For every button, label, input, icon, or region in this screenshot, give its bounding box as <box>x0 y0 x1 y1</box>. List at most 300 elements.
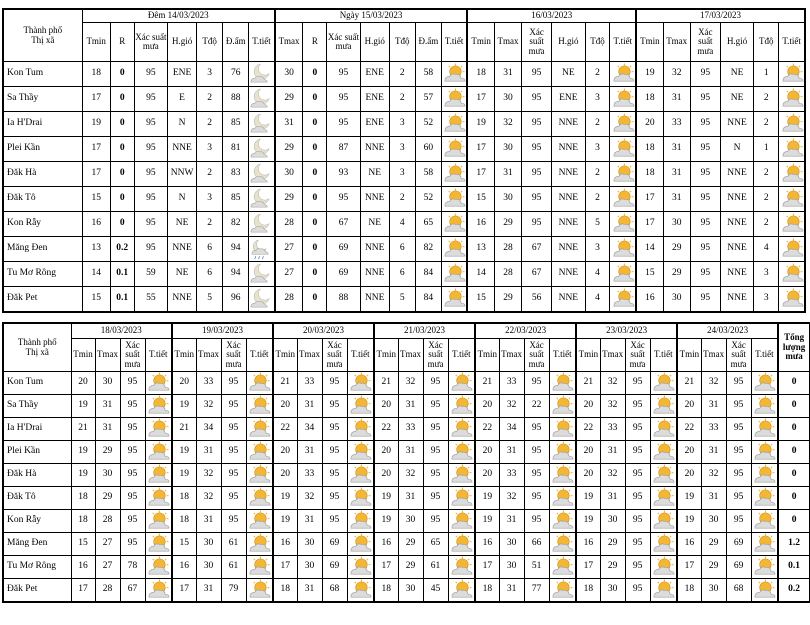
weather-cell <box>751 372 778 395</box>
weather-cell <box>246 556 273 579</box>
data-cell: 19 <box>172 441 196 464</box>
data-cell: 29 <box>275 87 303 112</box>
partly-sunny-icon <box>550 372 574 394</box>
data-cell: 0 <box>303 287 327 313</box>
partly-sunny-icon <box>348 510 372 532</box>
table-row <box>3 579 810 603</box>
data-cell: 0 <box>110 87 134 112</box>
column-header: Tđộ <box>197 23 223 62</box>
data-cell: 30 <box>663 212 690 237</box>
table-row <box>3 187 805 212</box>
data-cell: ENE <box>552 87 585 112</box>
data-cell: 29 <box>95 487 120 510</box>
data-cell: 20 <box>374 464 398 487</box>
data-cell: 0 <box>303 187 327 212</box>
data-cell: 95 <box>134 62 167 87</box>
total-rain-cell: 0 <box>778 441 810 464</box>
data-cell: NE <box>552 62 585 87</box>
data-cell: 17 <box>467 87 494 112</box>
weather-cell <box>347 556 374 579</box>
total-rain-cell: 0 <box>778 372 810 395</box>
data-cell: 19 <box>71 441 95 464</box>
table-row <box>3 262 805 287</box>
data-cell: 0 <box>303 237 327 262</box>
data-cell: 95 <box>221 441 246 464</box>
city-name: Kon Rẫy <box>3 510 71 533</box>
table-row <box>3 464 810 487</box>
data-cell: 0 <box>303 262 327 287</box>
partly-sunny-icon <box>146 441 170 463</box>
data-cell: 18 <box>374 579 398 603</box>
weather-cell <box>650 441 677 464</box>
data-cell: 15 <box>467 287 494 313</box>
data-cell: 33 <box>600 418 625 441</box>
data-cell: 14 <box>467 262 494 287</box>
weather-cell <box>441 187 467 212</box>
column-header: H.gió <box>720 23 753 62</box>
data-cell: 22 <box>677 418 701 441</box>
column-header: H.gió <box>552 23 585 62</box>
data-cell: 17 <box>475 556 499 579</box>
weather-cell <box>650 395 677 418</box>
data-cell: 95 <box>690 87 720 112</box>
data-cell: 27 <box>95 533 120 556</box>
column-header: Xác suất mưa <box>423 339 448 372</box>
city-name: Đăk Hà <box>3 464 71 487</box>
data-cell: 95 <box>690 112 720 137</box>
data-cell: 19 <box>71 464 95 487</box>
data-cell: 60 <box>415 137 441 162</box>
data-cell: 28 <box>494 262 521 287</box>
data-cell: 28 <box>275 287 303 313</box>
weather-cell <box>249 87 275 112</box>
period-header: 16/03/2023 <box>467 9 636 23</box>
column-header: Tmax <box>95 339 120 372</box>
weather-cell <box>249 137 275 162</box>
data-cell: 30 <box>494 87 521 112</box>
data-cell: 17 <box>374 556 398 579</box>
data-cell: 61 <box>221 533 246 556</box>
partly-sunny-icon <box>752 395 776 417</box>
partly-sunny-icon <box>550 441 574 463</box>
column-header: Tđộ <box>754 23 779 62</box>
column-header: Xác suất mưa <box>327 23 360 62</box>
weather-cell <box>246 533 273 556</box>
data-cell: 4 <box>754 237 779 262</box>
data-cell: 29 <box>663 237 690 262</box>
weather-cell <box>650 510 677 533</box>
weather-cell <box>779 262 805 287</box>
data-cell: 2 <box>389 87 415 112</box>
weather-cell <box>246 418 273 441</box>
data-cell: 69 <box>322 533 347 556</box>
partly-sunny-icon <box>611 263 635 285</box>
data-cell: 32 <box>499 487 524 510</box>
data-cell: 5 <box>197 287 223 313</box>
weather-cell <box>779 87 805 112</box>
data-cell: 3 <box>389 162 415 187</box>
partly-sunny-icon <box>611 288 635 310</box>
data-cell: 19 <box>677 510 701 533</box>
data-cell: 29 <box>701 533 726 556</box>
data-cell: 31 <box>297 579 322 603</box>
data-cell: 95 <box>690 262 720 287</box>
data-cell: 28 <box>95 579 120 603</box>
partly-sunny-icon <box>611 238 635 260</box>
total-rain-cell: 0 <box>778 395 810 418</box>
column-header: Tmin <box>475 339 499 372</box>
partly-sunny-icon <box>752 579 776 601</box>
data-cell: 95 <box>134 162 167 187</box>
data-cell: 95 <box>423 441 448 464</box>
data-cell: ENE <box>360 62 389 87</box>
data-cell: NNE <box>720 212 753 237</box>
data-cell: 0 <box>110 62 134 87</box>
date-header: 23/03/2023 <box>576 323 677 339</box>
data-cell: 5 <box>389 287 415 313</box>
partly-sunny-icon <box>780 138 804 160</box>
data-cell: 6 <box>197 237 223 262</box>
data-cell: 16 <box>576 533 600 556</box>
data-cell: 95 <box>134 187 167 212</box>
weather-cell <box>441 237 467 262</box>
data-cell: 30 <box>600 579 625 603</box>
data-cell: NE <box>720 62 753 87</box>
column-header: Xác suất mưa <box>625 339 650 372</box>
total-rain-cell: 0 <box>778 418 810 441</box>
data-cell: 68 <box>726 579 751 603</box>
weather-cell <box>347 579 374 603</box>
data-cell: 4 <box>585 262 610 287</box>
data-cell: 17 <box>82 137 110 162</box>
table-row <box>3 441 810 464</box>
data-cell: NE <box>168 262 197 287</box>
data-cell: 95 <box>134 112 167 137</box>
data-cell: NNE <box>720 162 753 187</box>
data-cell: 1 <box>754 62 779 87</box>
city-name: Đăk Tô <box>3 187 82 212</box>
weather-cell <box>751 533 778 556</box>
weather-cell <box>246 464 273 487</box>
column-header: Tmin <box>677 339 701 372</box>
data-cell: NNE <box>360 137 389 162</box>
data-cell: 95 <box>625 418 650 441</box>
data-cell: 95 <box>221 487 246 510</box>
partly-sunny-icon <box>247 510 271 532</box>
night-cloudy-icon <box>249 113 273 135</box>
data-cell: 15 <box>636 262 663 287</box>
partly-sunny-icon <box>146 556 170 578</box>
column-header: Xác suất mưa <box>690 23 720 62</box>
weather-cell <box>448 579 475 603</box>
weather-cell <box>549 395 576 418</box>
data-cell: 4 <box>389 212 415 237</box>
partly-sunny-icon <box>247 418 271 440</box>
period-header: 17/03/2023 <box>636 9 805 23</box>
data-cell: 76 <box>223 62 249 87</box>
data-cell: 84 <box>415 262 441 287</box>
partly-sunny-icon <box>752 533 776 555</box>
data-cell: 95 <box>327 112 360 137</box>
data-cell: 2 <box>585 162 610 187</box>
data-cell: 0.1 <box>110 262 134 287</box>
data-cell: 30 <box>275 62 303 87</box>
data-cell: 95 <box>221 372 246 395</box>
data-cell: 95 <box>625 372 650 395</box>
weather-cell <box>610 112 636 137</box>
data-cell: 28 <box>494 237 521 262</box>
data-cell: 18 <box>636 162 663 187</box>
data-cell: 31 <box>297 441 322 464</box>
weather-cell <box>441 287 467 313</box>
partly-sunny-icon <box>146 418 170 440</box>
data-cell: NNE <box>552 262 585 287</box>
data-cell: 31 <box>398 487 423 510</box>
data-cell: 95 <box>522 162 552 187</box>
data-cell: 2 <box>197 162 223 187</box>
data-cell: 18 <box>475 579 499 603</box>
city-name: Tu Mơ Rông <box>3 556 71 579</box>
forecast-table-short-range <box>2 8 806 313</box>
weather-cell <box>549 464 576 487</box>
data-cell: 95 <box>726 487 751 510</box>
data-cell: 0.2 <box>110 237 134 262</box>
night-cloudy-icon <box>249 213 273 235</box>
data-cell: 17 <box>467 162 494 187</box>
data-cell: 33 <box>701 418 726 441</box>
city-name: Đăk Hà <box>3 162 82 187</box>
partly-sunny-icon <box>780 88 804 110</box>
data-cell: 95 <box>221 510 246 533</box>
data-cell: 19 <box>677 487 701 510</box>
data-cell: 30 <box>95 464 120 487</box>
data-cell: 95 <box>726 395 751 418</box>
partly-sunny-icon <box>247 556 271 578</box>
data-cell: 69 <box>327 237 360 262</box>
data-cell: 95 <box>524 441 549 464</box>
weather-cell <box>249 162 275 187</box>
data-cell: 29 <box>275 187 303 212</box>
data-cell: NNE <box>720 112 753 137</box>
data-cell: 32 <box>600 395 625 418</box>
data-cell: 21 <box>576 372 600 395</box>
data-cell: 20 <box>172 372 196 395</box>
data-cell: 67 <box>522 262 552 287</box>
partly-sunny-icon <box>449 464 473 486</box>
partly-sunny-icon <box>348 556 372 578</box>
data-cell: 21 <box>71 418 95 441</box>
column-header: Tmax <box>701 339 726 372</box>
data-cell: 30 <box>398 579 423 603</box>
weather-cell <box>779 237 805 262</box>
data-cell: 21 <box>172 418 196 441</box>
partly-sunny-icon <box>442 113 466 135</box>
date-header: 21/03/2023 <box>374 323 475 339</box>
data-cell: 85 <box>223 187 249 212</box>
data-cell: 31 <box>663 162 690 187</box>
weather-cell <box>448 418 475 441</box>
data-cell: 0 <box>303 112 327 137</box>
city-name: Đăk Tô <box>3 487 71 510</box>
column-header: Tmax <box>494 23 521 62</box>
weather-cell <box>751 510 778 533</box>
data-cell: 22 <box>475 418 499 441</box>
data-cell: 20 <box>475 464 499 487</box>
data-cell: 0 <box>110 187 134 212</box>
column-header: Tmin <box>82 23 110 62</box>
data-cell: 22 <box>273 418 297 441</box>
column-header: Xác suất mưa <box>134 23 167 62</box>
data-cell: 31 <box>398 441 423 464</box>
data-cell: 15 <box>82 287 110 313</box>
data-cell: 84 <box>415 287 441 313</box>
data-cell: 88 <box>327 287 360 313</box>
column-header: T.tiết <box>246 339 273 372</box>
partly-sunny-icon <box>651 533 675 555</box>
column-header: H.gió <box>360 23 389 62</box>
total-rain-cell: 0.2 <box>778 579 810 603</box>
partly-sunny-icon <box>348 441 372 463</box>
data-cell: 30 <box>196 556 221 579</box>
weather-cell <box>549 556 576 579</box>
data-cell: 81 <box>223 137 249 162</box>
data-cell: 95 <box>690 62 720 87</box>
data-cell: 20 <box>475 441 499 464</box>
data-cell: 32 <box>499 395 524 418</box>
data-cell: 30 <box>499 556 524 579</box>
city-header: Thành phố Thị xã <box>3 323 71 372</box>
data-cell: 31 <box>275 112 303 137</box>
data-cell: NE <box>168 212 197 237</box>
data-cell: 31 <box>297 510 322 533</box>
weather-cell <box>549 418 576 441</box>
data-cell: 95 <box>423 418 448 441</box>
data-cell: 95 <box>120 418 145 441</box>
data-cell: 17 <box>82 162 110 187</box>
column-header: T.tiết <box>549 339 576 372</box>
partly-sunny-icon <box>146 395 170 417</box>
data-cell: 95 <box>524 487 549 510</box>
partly-sunny-icon <box>146 510 170 532</box>
partly-sunny-icon <box>550 464 574 486</box>
data-cell: 2 <box>585 112 610 137</box>
data-cell: 95 <box>690 137 720 162</box>
partly-sunny-icon <box>780 63 804 85</box>
data-cell: 16 <box>467 212 494 237</box>
data-cell: 31 <box>494 62 521 87</box>
data-cell: 33 <box>499 464 524 487</box>
data-cell: NNE <box>168 237 197 262</box>
data-cell: 95 <box>625 395 650 418</box>
column-header: Xác suất mưa <box>726 339 751 372</box>
data-cell: 3 <box>197 62 223 87</box>
data-cell: 32 <box>297 487 322 510</box>
data-cell: 30 <box>398 510 423 533</box>
data-cell: 77 <box>524 579 549 603</box>
data-cell: 30 <box>600 510 625 533</box>
data-cell: 31 <box>701 441 726 464</box>
data-cell: 16 <box>71 556 95 579</box>
weather-cell <box>145 395 172 418</box>
partly-sunny-icon <box>752 464 776 486</box>
data-cell: 2 <box>197 87 223 112</box>
column-header: T.tiết <box>347 339 374 372</box>
data-cell: 68 <box>322 579 347 603</box>
data-cell: 17 <box>71 579 95 603</box>
column-header: T.tiết <box>249 23 275 62</box>
data-cell: 95 <box>423 372 448 395</box>
total-rain-cell: 0 <box>778 487 810 510</box>
data-cell: NNE <box>552 212 585 237</box>
data-cell: 28 <box>275 212 303 237</box>
weather-cell <box>145 441 172 464</box>
data-cell: 6 <box>197 262 223 287</box>
data-cell: 29 <box>600 533 625 556</box>
column-header: Tmax <box>398 339 423 372</box>
data-cell: 3 <box>389 112 415 137</box>
data-cell: 19 <box>475 487 499 510</box>
data-cell: NNE <box>360 237 389 262</box>
column-header: T.tiết <box>610 23 636 62</box>
column-header: Đ.ẩm <box>415 23 441 62</box>
partly-sunny-icon <box>442 163 466 185</box>
weather-cell <box>549 510 576 533</box>
data-cell: 95 <box>134 212 167 237</box>
weather-cell <box>549 441 576 464</box>
partly-sunny-icon <box>247 579 271 601</box>
data-cell: 19 <box>273 487 297 510</box>
data-cell: 32 <box>196 487 221 510</box>
column-header: Xác suất mưa <box>120 339 145 372</box>
data-cell: 32 <box>600 464 625 487</box>
data-cell: 0 <box>110 162 134 187</box>
weather-cell <box>779 62 805 87</box>
data-cell: NNE <box>720 187 753 212</box>
data-cell: 67 <box>327 212 360 237</box>
weather-cell <box>145 487 172 510</box>
weather-cell <box>610 262 636 287</box>
data-cell: 31 <box>663 87 690 112</box>
weather-cell <box>549 579 576 603</box>
data-cell: 16 <box>636 287 663 313</box>
partly-sunny-icon <box>780 113 804 135</box>
data-cell: 19 <box>475 510 499 533</box>
data-cell: 29 <box>494 212 521 237</box>
partly-sunny-icon <box>442 138 466 160</box>
partly-sunny-icon <box>611 88 635 110</box>
weather-cell <box>751 395 778 418</box>
data-cell: 17 <box>82 87 110 112</box>
data-cell: 19 <box>374 487 398 510</box>
data-cell: NNE <box>552 237 585 262</box>
weather-cell <box>610 287 636 313</box>
data-cell: 95 <box>726 418 751 441</box>
data-cell: 95 <box>120 395 145 418</box>
weather-cell <box>246 510 273 533</box>
weather-cell <box>347 510 374 533</box>
partly-sunny-icon <box>247 487 271 509</box>
data-cell: 20 <box>677 464 701 487</box>
partly-sunny-icon <box>550 395 574 417</box>
data-cell: 16 <box>677 533 701 556</box>
data-cell: 95 <box>524 372 549 395</box>
partly-sunny-icon <box>449 556 473 578</box>
partly-sunny-icon <box>611 163 635 185</box>
data-cell: 18 <box>636 87 663 112</box>
data-cell: 31 <box>499 441 524 464</box>
data-cell: 95 <box>423 464 448 487</box>
date-header: 24/03/2023 <box>677 323 778 339</box>
